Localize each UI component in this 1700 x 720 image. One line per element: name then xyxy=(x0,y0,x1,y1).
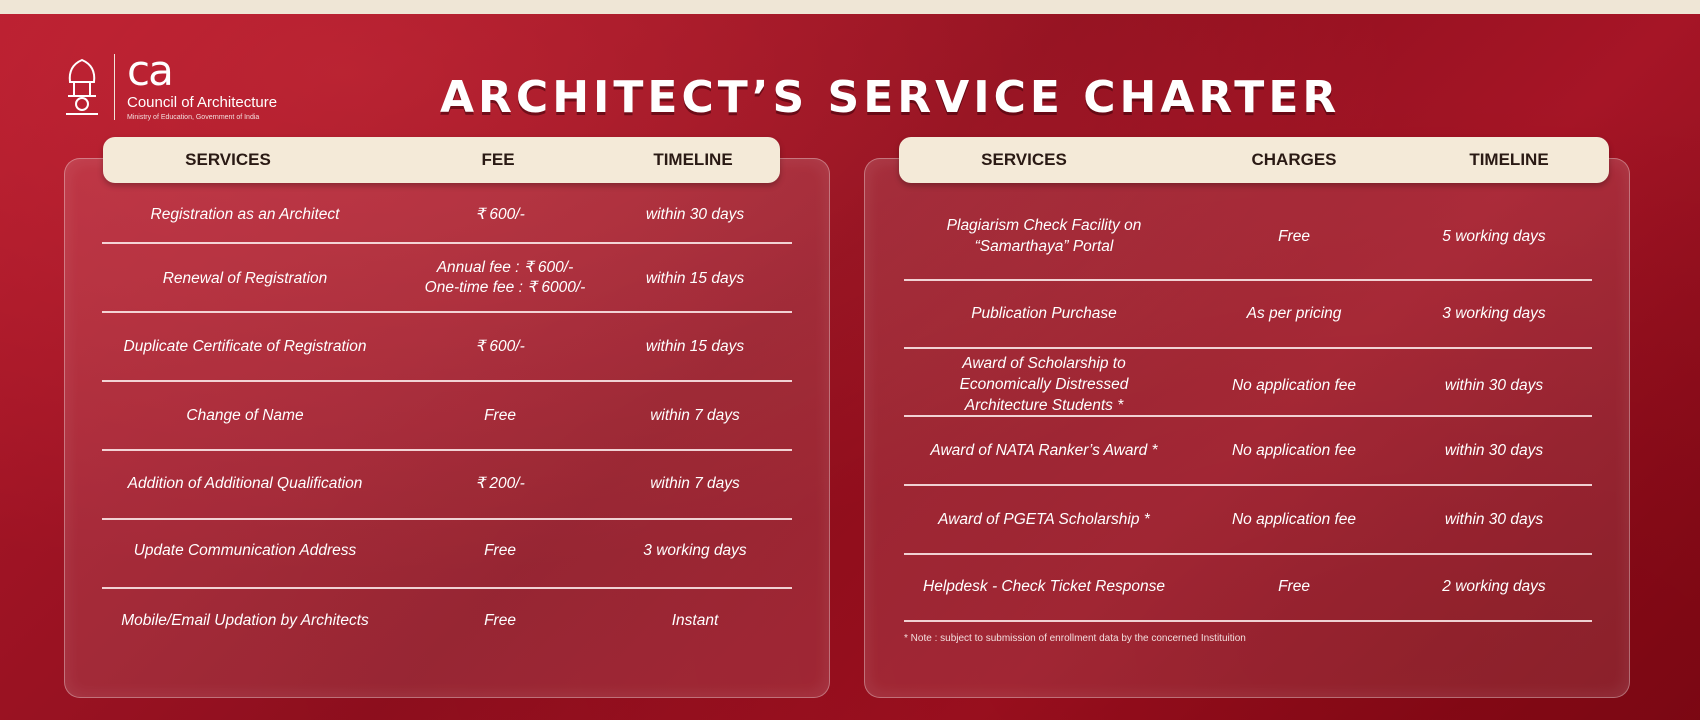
timeline-cell: within 15 days xyxy=(645,269,745,287)
service-cell-line1: Award of Scholarship to xyxy=(962,354,1126,372)
service-cell: Registration as an Architect xyxy=(150,205,340,223)
column-header-services: SERVICES xyxy=(185,150,271,169)
row-divider xyxy=(904,415,1592,417)
timeline-cell: within 30 days xyxy=(1444,441,1544,459)
table-row xyxy=(100,598,800,642)
table-row xyxy=(904,291,1604,335)
fee-cell-line2: One-time fee : ₹ 6000/- xyxy=(424,278,586,296)
service-cell: Mobile/Email Updation by Architects xyxy=(121,611,369,629)
table-row xyxy=(904,214,1604,258)
row-divider xyxy=(102,587,792,589)
footnote: * Note : subject to submission of enrollment data by the concerned Instituition xyxy=(904,633,1246,644)
row-divider xyxy=(102,380,792,382)
fee-cell: ₹ 200/- xyxy=(475,474,525,492)
service-cell: Renewal of Registration xyxy=(162,269,328,287)
table-row xyxy=(904,352,1604,418)
ca-monogram: ca xyxy=(127,45,172,95)
timeline-cell: within 15 days xyxy=(645,337,745,355)
national-emblem-icon xyxy=(60,52,104,122)
fee-cell: ₹ 600/- xyxy=(475,337,525,355)
org-subtitle: Ministry of Education, Government of India xyxy=(127,113,260,121)
row-divider xyxy=(904,553,1592,555)
table-row xyxy=(100,461,800,505)
table-row xyxy=(100,256,800,300)
service-cell-line2: Economically Distressed xyxy=(959,375,1129,393)
service-cell-line1: Plagiarism Check Facility on xyxy=(946,216,1142,234)
column-header-charges: CHARGES xyxy=(1251,150,1337,169)
charges-cell: Free xyxy=(1278,227,1310,245)
timeline-cell: within 30 days xyxy=(1444,376,1544,394)
table-row xyxy=(100,324,800,368)
service-cell: Addition of Additional Qualification xyxy=(127,474,363,492)
fee-cell: Free xyxy=(484,406,516,424)
charges-cell: Free xyxy=(1278,577,1310,595)
top-strip xyxy=(0,0,1700,14)
fee-cell: Free xyxy=(484,611,516,629)
charges-cell: As per pricing xyxy=(1246,304,1342,322)
timeline-cell: within 7 days xyxy=(650,474,740,492)
charges-cell: No application fee xyxy=(1231,441,1357,459)
table-row xyxy=(100,192,800,236)
column-header-timeline: TIMELINE xyxy=(1469,150,1549,169)
logo-divider xyxy=(114,54,115,120)
timeline-cell: Instant xyxy=(671,611,719,629)
page-title: ARCHITECT’S SERVICE CHARTER xyxy=(440,72,1341,123)
table-row xyxy=(904,564,1604,608)
fee-cell: Free xyxy=(484,541,516,559)
timeline-cell: within 30 days xyxy=(645,205,745,223)
council-logo xyxy=(60,45,278,122)
timeline-cell: 3 working days xyxy=(643,541,747,559)
row-divider xyxy=(904,620,1592,622)
service-cell: Award of PGETA Scholarship * xyxy=(938,510,1150,528)
row-divider xyxy=(904,279,1592,281)
fee-cell-line1: Annual fee : ₹ 600/- xyxy=(436,258,574,276)
timeline-cell: 2 working days xyxy=(1442,577,1546,595)
table-header-left xyxy=(103,137,780,183)
fee-cell: ₹ 600/- xyxy=(475,205,525,223)
service-cell: Publication Purchase xyxy=(971,304,1117,322)
table-row xyxy=(904,428,1604,472)
service-cell: Duplicate Certificate of Registration xyxy=(123,337,367,355)
timeline-cell: within 7 days xyxy=(650,406,740,424)
charges-cell: No application fee xyxy=(1231,510,1357,528)
timeline-cell: within 30 days xyxy=(1444,510,1544,528)
logo-text xyxy=(127,45,278,121)
service-cell: Change of Name xyxy=(186,406,304,424)
timeline-cell: 3 working days xyxy=(1442,304,1546,322)
row-divider xyxy=(102,242,792,244)
service-cell: Update Communication Address xyxy=(133,541,357,559)
service-cell: Award of NATA Ranker’s Award * xyxy=(930,441,1158,459)
row-divider xyxy=(102,518,792,520)
org-name: Council of Architecture xyxy=(127,93,278,111)
timeline-cell: 5 working days xyxy=(1442,227,1546,245)
service-cell: Helpdesk - Check Ticket Response xyxy=(923,577,1165,595)
row-divider xyxy=(904,347,1592,349)
table-header-right xyxy=(899,137,1609,183)
service-cell-line3: Architecture Students * xyxy=(964,396,1124,414)
column-header-services: SERVICES xyxy=(981,150,1067,169)
charges-cell: No application fee xyxy=(1231,376,1357,394)
row-divider xyxy=(904,484,1592,486)
row-divider xyxy=(102,311,792,313)
column-header-timeline: TIMELINE xyxy=(653,150,733,169)
table-row xyxy=(100,528,800,572)
service-cell-line2: “Samarthaya” Portal xyxy=(974,237,1114,255)
table-row xyxy=(904,497,1604,541)
table-row xyxy=(100,393,800,437)
row-divider xyxy=(102,449,792,451)
column-header-fee: FEE xyxy=(481,150,515,169)
